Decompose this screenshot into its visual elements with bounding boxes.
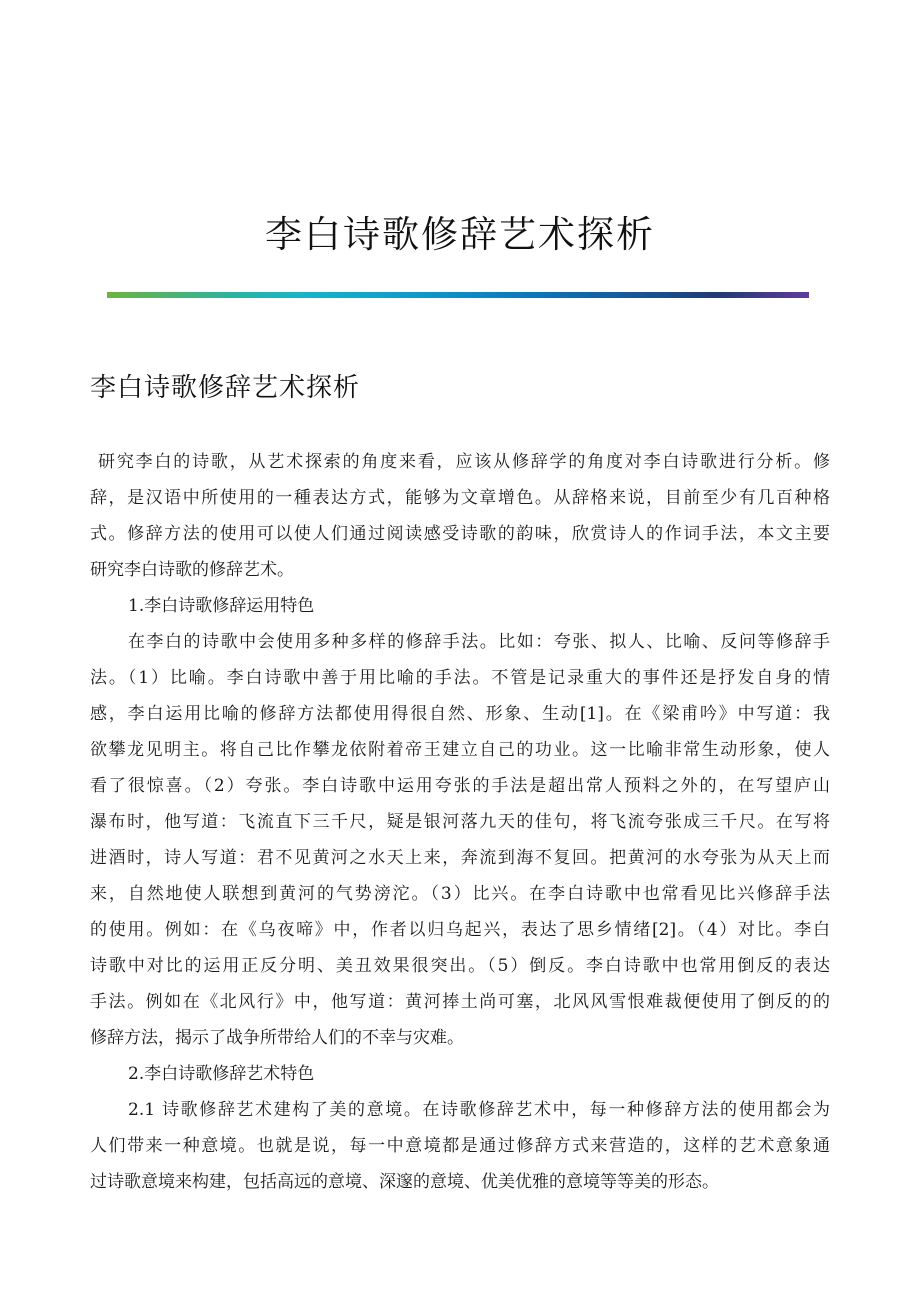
paragraph-artistic-conception [90,1092,830,1200]
text-line: 式。修辞方法的使用可以使人们通过阅读感受诗歌的韵味，欣赏诗人的作词手法，本文主要 [90,524,830,544]
text-line: 研究李白诗歌的修辞艺术。 [90,560,294,580]
text-line: 研究李白的诗歌，从艺术探索的角度来看，应该从修辞学的角度对李白诗歌进行分析。修 [98,452,830,472]
text-line: 过诗歌意境来构建，包括高远的意境、深邃的意境、优美优雅的意境等等美的形态。 [90,1172,719,1192]
paragraph-rhetoric-usage [90,624,830,1056]
text-line: 感，李白运用比喻的修辞方法都使用得很自然、形象、生动[1]。在《梁甫吟》中写道：我 [90,704,830,724]
text-line: 辞，是汉语中所使用的一種表达方式，能够为文章增色。从辞格来说，目前至少有几百种格 [90,488,830,508]
text-line: 2.1 诗歌修辞艺术建构了美的意境。在诗歌修辞艺术中，每一种修辞方法的使用都会为 [128,1100,830,1120]
subheading-rhetoric-usage: 1.李白诗歌修辞运用特色 [128,596,315,616]
text-line: 诗歌中对比的运用正反分明、美丑效果很突出。（5）倒反。李白诗歌中也常用倒反的表达 [90,956,830,976]
text-line: 人们带来一种意境。也就是说，每一中意境都是通过修辞方式来营造的，这样的艺术意象通 [90,1136,830,1156]
text-line: 瀑布时，他写道：飞流直下三千尺，疑是银河落九天的佳句，将飞流夸张成三千尺。在写将 [90,812,830,832]
text-line: 的使用。例如：在《乌夜啼》中，作者以归乌起兴，表达了思乡情绪[2]。（4）对比。李白 [90,920,830,940]
article-body [90,444,830,1200]
document-title: 李白诗歌修辞艺术探析 [265,212,655,256]
subheading-rhetoric-art: 2.李白诗歌修辞艺术特色 [128,1064,315,1084]
text-line: 来，自然地使人联想到黄河的气势滂沱。（3）比兴。在李白诗歌中也常看见比兴修辞手法 [90,884,830,904]
title-gradient-divider [107,292,809,298]
text-line: 进酒时，诗人写道：君不见黄河之水天上来，奔流到海不复回。把黄河的水夸张为从天上而 [90,848,830,868]
text-line: 手法。例如在《北风行》中，他写道：黄河捧土尚可塞，北风风雪恨难裁便使用了倒反的的 [90,992,830,1012]
text-line: 看了很惊喜。（2）夸张。李白诗歌中运用夸张的手法是超出常人预料之外的，在写望庐山 [90,776,830,796]
text-line: 在李白的诗歌中会使用多种多样的修辞手法。比如：夸张、拟人、比喻、反问等修辞手 [128,632,830,652]
text-line: 法。（1）比喻。李白诗歌中善于用比喻的手法。不管是记录重大的事件还是抒发自身的情 [90,668,830,688]
text-line: 修辞方法，揭示了战争所带给人们的不幸与灾难。 [90,1028,464,1048]
paragraph-intro [90,444,830,588]
text-line: 欲攀龙见明主。将自己比作攀龙依附着帝王建立自己的功业。这一比喻非常生动形象，使人 [90,740,830,760]
section-heading: 李白诗歌修辞艺术探析 [90,373,361,403]
